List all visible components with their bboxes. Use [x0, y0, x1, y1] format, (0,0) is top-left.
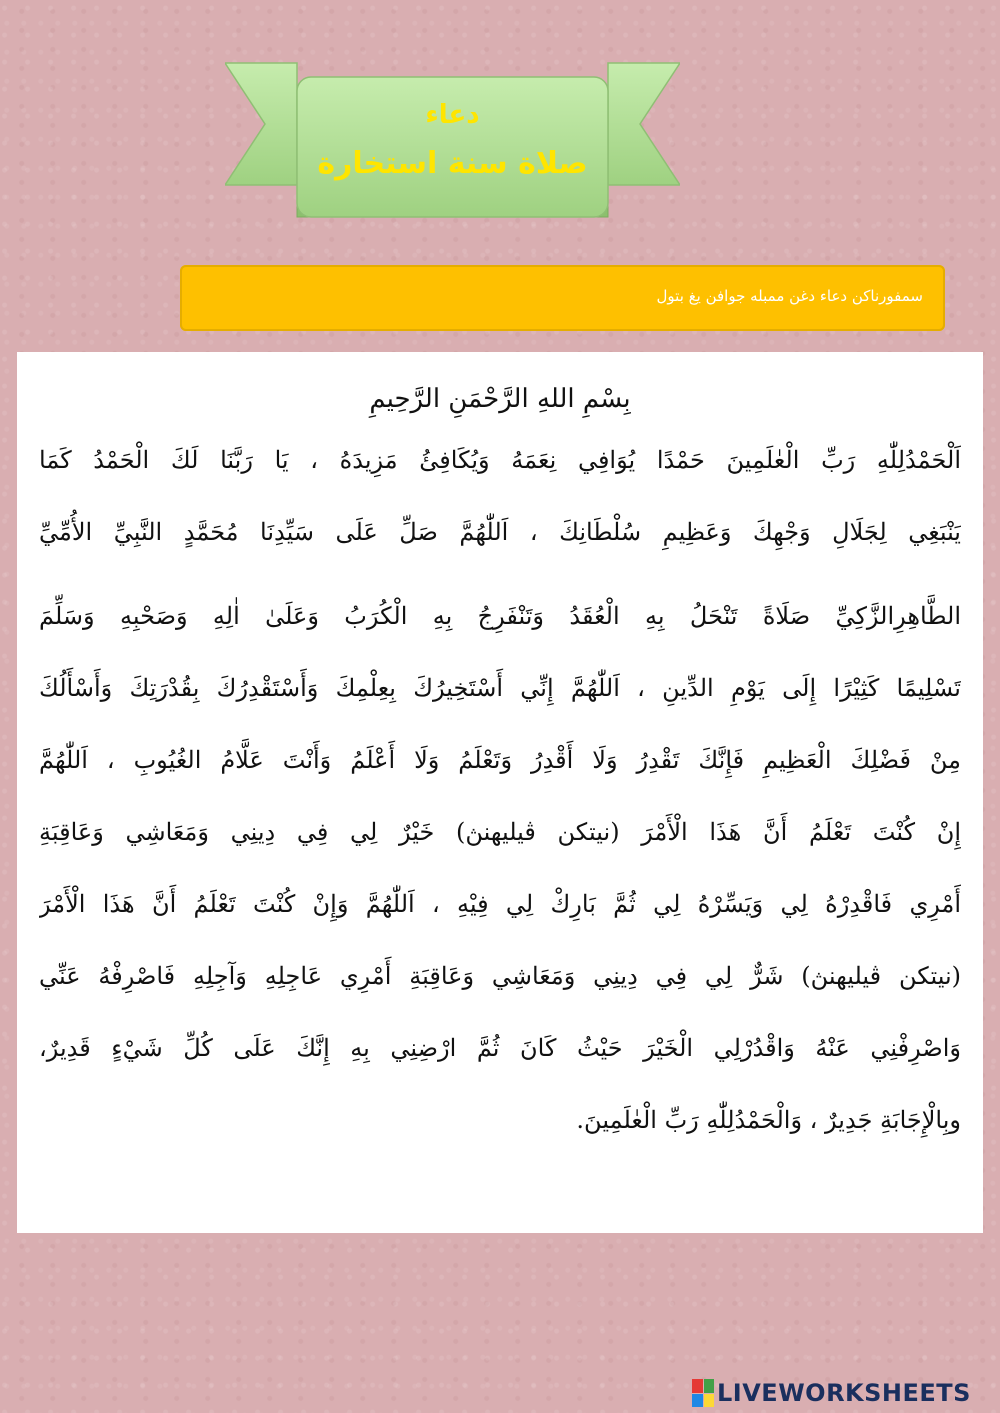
prayer-line: مِنْ فَضْلِكَ الْعَظِيمِ فَإِنَّكَ تَقْدِرُ وَلَا أَقْدِرُ وَتَعْلَمُ وَلَا أَعْلَمُ وَأَنْتَ عَلَّامُ الغُيُوبِ ، اَللّٰهُمَّ	[39, 746, 961, 774]
prayer-line: اَلْحَمْدُلِلّٰهِ رَبِّ الْعٰلَمِينَ حَمْدًا يُوَافِي نِعَمَهُ وَيُكَافِئُ مَزِيدَهُ ، يَا رَبَّنَا لَكَ الْحَمْدُ كَمَا	[39, 446, 961, 474]
title-line-2: صلاة سنة استخارة	[317, 146, 588, 181]
liveworksheets-logo	[692, 1378, 992, 1408]
logo-text: LIVEWORKSHEETS	[717, 1379, 971, 1407]
prayer-line: الطَّاهِرِالزَّكِيِّ صَلَاةً تَنْحَلُ بِهِ الْعُقَدُ وَتَنْفَرِجُ بِهِ الْكُرَبُ وَعَلَىٰ اٰلِهِ وَصَحْبِهِ وَسَلِّمَ	[39, 602, 961, 630]
prayer-text	[17, 352, 983, 1156]
objective-text: سمفورناكن دعاء دغن ممبله جوافن يغ بتول	[656, 287, 923, 305]
title-banner	[225, 55, 680, 225]
basmala: بِسْمِ اللهِ الرَّحْمَنِ الرَّحِيمِ	[369, 384, 631, 414]
prayer-line: أَمْرِي فَاقْدِرْهُ لِي وَيَسِّرْهُ لِي ثُمَّ بَارِكْ لِي فِيْهِ ، اَللّٰهُمَّ وَإِنْ كُنْتَ تَعْلَمُ أَنَّ هَذَا الْأَمْرَ	[39, 890, 961, 918]
title-line-1: دعاء	[425, 100, 480, 130]
objective-bar	[180, 265, 945, 331]
prayer-text-box	[17, 352, 983, 1233]
logo-badge-icon	[692, 1379, 714, 1407]
prayer-line: وبِالْإِجَابَةِ جَدِيرٌ ، وَالْحَمْدُلِلّٰهِ رَبِّ الْعٰلَمِينَ.	[576, 1106, 961, 1134]
prayer-line: يَنْبَغِي لِجَلَالِ وَجْهِكَ وَعَظِيمِ سُلْطَانِكَ ، اَللّٰهُمَّ صَلِّ عَلَى سَيِّدِنَا مُحَمَّدٍ النَّبِيِّ الأُمِّيِّ	[39, 518, 961, 546]
prayer-line: (نيتكن ڤيليهنڽ) شَرٌّ لِي فِي دِينِي وَمَعَاشِي وَعَاقِبَةِ أَمْرِي عَاجِلِهِ وَآجِلِهِ فَاصْرِفْهُ عَنِّي	[39, 962, 961, 990]
prayer-line: تَسْلِيمًا كَثِيْرًا إِلَى يَوْمِ الدِّينِ ، اَللّٰهُمَّ إِنِّي أَسْتَخِيرُكَ بِعِلْمِكَ وَأَسْتَقْدِرُكَ بِقُدْرَتِكَ وَأَسْأَلُكَ	[39, 674, 961, 702]
prayer-line: إِنْ كُنْتَ تَعْلَمُ أَنَّ هَذَا الْأَمْرَ (نيتكن ڤيليهنڽ) خَيْرٌ لِي فِي دِينِي وَمَعَاشِي وَعَاقِبَةِ	[39, 818, 961, 846]
prayer-line: وَاصْرِفْنِي عَنْهُ وَاقْدُرْلِي الْخَيْرَ حَيْثُ كَانَ ثُمَّ ارْضِنِي بِهِ إِنَّكَ عَلَى كُلِّ شَيْءٍ قَدِيرٌ،	[39, 1034, 961, 1062]
